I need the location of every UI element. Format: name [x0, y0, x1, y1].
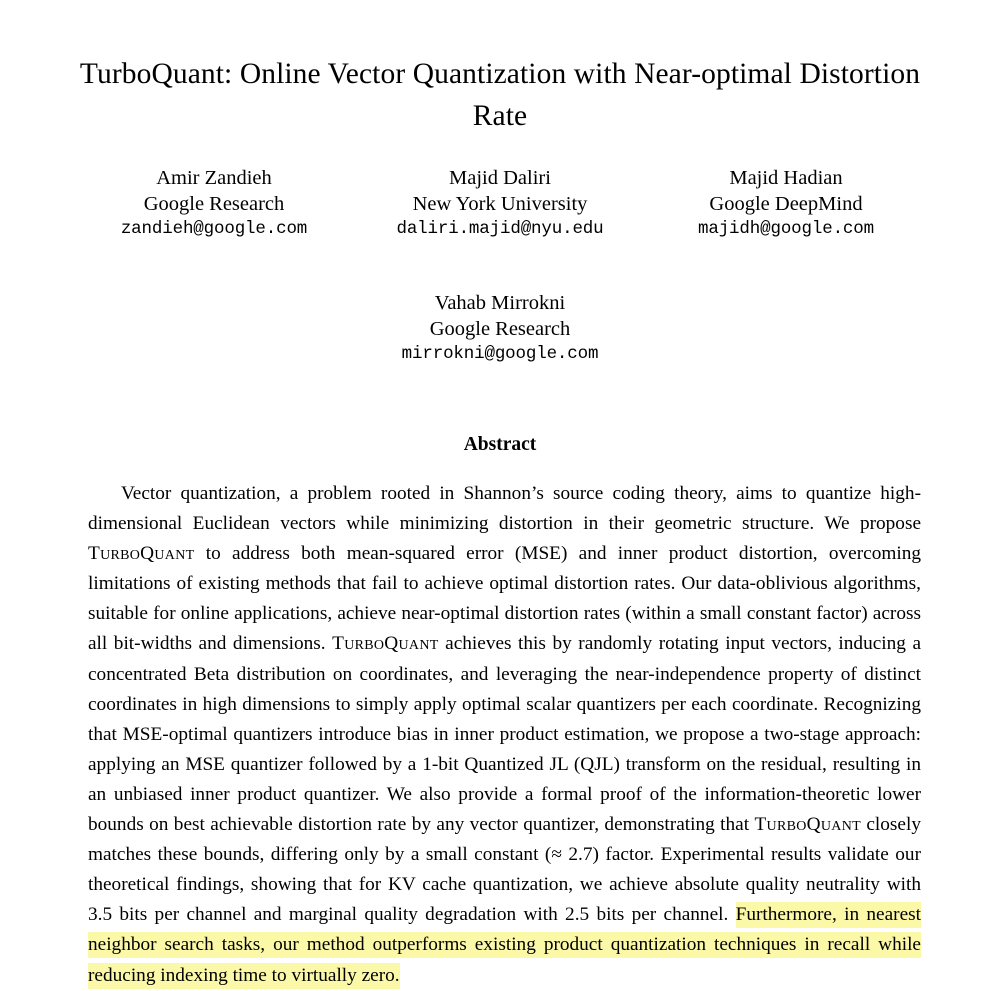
page-title: TurboQuant: Online Vector Quantization with Near-optimal Distortion Rate [79, 57, 921, 132]
author-block-3 [643, 166, 929, 242]
author-block-1 [71, 166, 357, 242]
author-email[interactable]: mirrokni@google.com [401, 344, 599, 364]
author-name: Vahab Mirrokni [434, 292, 566, 314]
author-affiliation: Google Research [429, 317, 571, 340]
brand-name-turboquant: TurboQuant [332, 633, 439, 655]
author-affiliation: New York University [412, 192, 588, 215]
abstract-heading: Abstract [463, 434, 537, 455]
abstract-segment-3: achieves this by randomly rotating input vectors, inducing a concentrated Beta distribution on coordinates, and leveraging the near-independence property of distinct coordinates in high dimensions to simply apply optimal scalar quantizers per each coordinate. Recognizing that MSE-optimal quantizers introduce bias in inner product estimation, we propose a two-stage approach: applying an MSE quantizer followed by a 1-bit Quantized JL (QJL) transform on the residual, resulting in an unbiased inner product quantizer. We also provide a formal proof of the information-theoretic lower bounds on best achievable distortion rate by any vector quantizer, demonstrating that [88, 633, 921, 836]
abstract-segment-2: to address both mean-squared error (MSE) and inner product distortion, overcoming limitations of existing methods that fail to achieve optimal distortion rates. Our data-oblivious algorithms, suitable for online applications, achieve near-optimal distortion rates (within a small constant factor) across all bit-widths and dimensions. [88, 543, 921, 655]
author-name: Majid Daliri [449, 167, 551, 189]
author-row-primary [70, 166, 930, 242]
author-name: Amir Zandieh [156, 167, 272, 189]
brand-name-turboquant: TurboQuant [88, 543, 195, 565]
author-name: Majid Hadian [729, 167, 843, 189]
author-affiliation: Google Research [143, 192, 285, 215]
highlighted-text: Furthermore, in nearest neighbor search tasks, our method outperforms existing product quantization techniques in recall while reducing indexing time to virtually zero. [88, 902, 921, 988]
author-email[interactable]: majidh@google.com [698, 219, 874, 239]
abstract-segment-1: Vector quantization, a problem rooted in Shannon’s source coding theory, aims to quantize high-dimensional Euclidean vectors while minimizing distortion in their geometric structure. We propose [88, 483, 921, 535]
abstract-segment-4: closely matches these bounds, differing only by a small constant ( [88, 814, 921, 866]
author-email[interactable]: daliri.majid@nyu.edu [396, 219, 604, 239]
author-row-secondary [70, 291, 930, 367]
math-approx-constant: ≈ 2.7 [551, 844, 593, 866]
brand-name-turboquant: TurboQuant [754, 814, 861, 836]
abstract-segment-5: ) factor. Experimental results validate our theoretical findings, showing that for KV cache quantization, we achieve absolute quality neutrality with 3.5 bits per channel and marginal quality degradation with 2.5 bits per channel. [88, 844, 921, 926]
author-block-2 [357, 166, 643, 242]
abstract-body [88, 479, 921, 991]
author-block-4 [357, 291, 643, 367]
author-email[interactable]: zandieh@google.com [120, 219, 308, 239]
author-affiliation: Google DeepMind [709, 192, 863, 215]
